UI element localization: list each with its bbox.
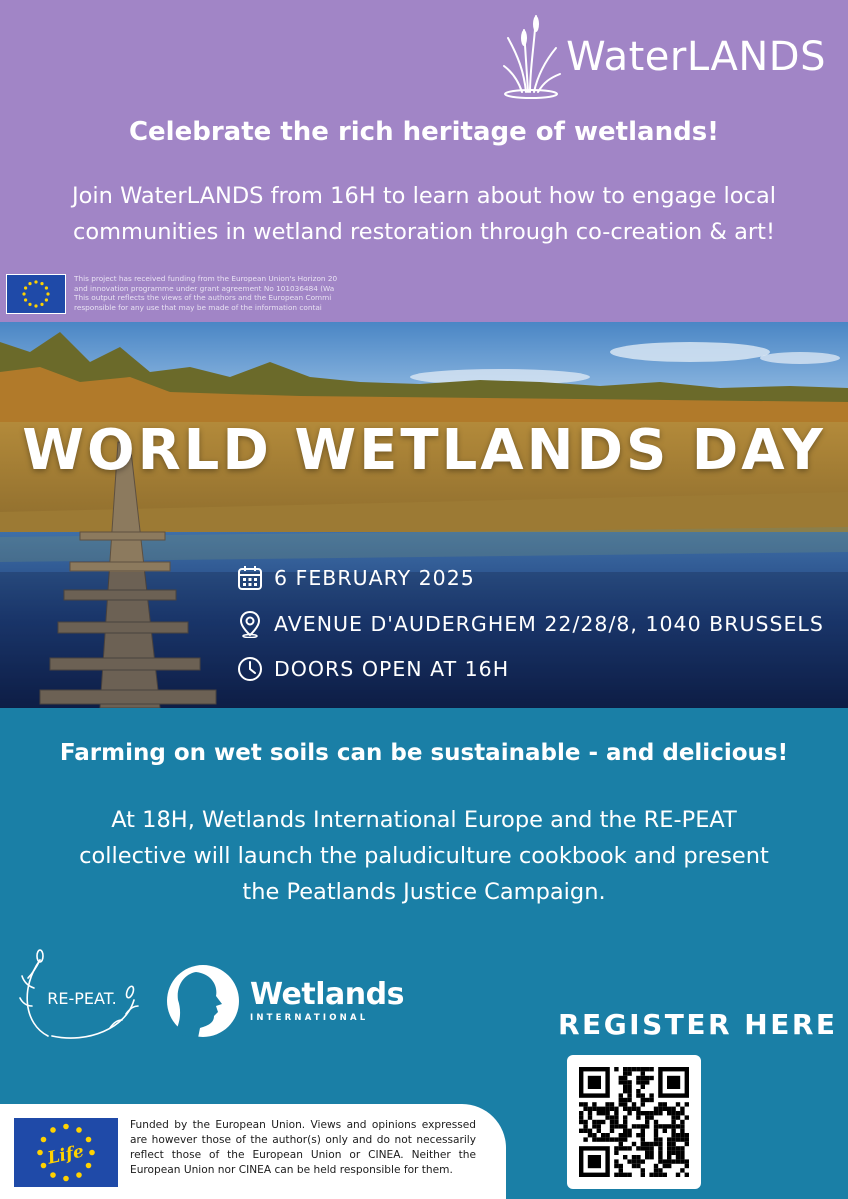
map-pin-icon bbox=[236, 610, 264, 638]
eu-star bbox=[50, 1172, 56, 1178]
farming-body: At 18H, Wetlands International Europe and the RE-PEAT collective will launch the paludiculture cookbook and present the Peatlands Justice Campaign. bbox=[79, 807, 769, 905]
headline: Celebrate the rich heritage of wetlands! bbox=[128, 117, 720, 147]
eu-funding-notice bbox=[6, 274, 370, 314]
wetlands-international-logo bbox=[166, 964, 404, 1038]
header-section bbox=[0, 0, 848, 322]
eu-star bbox=[50, 1127, 56, 1133]
eu-star bbox=[22, 292, 25, 295]
eu-life-flag-icon bbox=[14, 1118, 118, 1187]
event-location-text: AVENUE D'AUDERGHEM 22/28/8, 1040 BRUSSELS bbox=[274, 612, 824, 636]
reed-icon bbox=[500, 8, 564, 100]
event-location bbox=[236, 610, 824, 638]
intro-text: Join WaterLANDS from 16H to learn about how to engage local communities in wetland restoration through co-creation & art! bbox=[72, 183, 776, 245]
eu-star bbox=[24, 286, 27, 289]
eu-star bbox=[63, 1124, 69, 1130]
eu-star bbox=[34, 280, 37, 283]
eu-notice-line: This project has received funding from the European Union's Horizon 20 bbox=[74, 274, 338, 283]
event-doors bbox=[236, 655, 509, 683]
waterlands-logo bbox=[500, 8, 826, 100]
wetland-photo bbox=[0, 322, 848, 708]
eu-star bbox=[37, 1150, 43, 1156]
event-date-text: 6 FEBRUARY 2025 bbox=[274, 566, 475, 590]
eu-star bbox=[28, 282, 31, 285]
wetlands-name: Wetlands bbox=[250, 977, 404, 1012]
farming-headline: Farming on wet soils can be sustainable - and delicious! bbox=[59, 740, 789, 766]
eu-star bbox=[86, 1163, 92, 1169]
calendar-icon bbox=[236, 564, 264, 592]
eu-star bbox=[45, 286, 48, 289]
eu-notice-line: responsible for any use that may be made of the information contai bbox=[74, 302, 322, 312]
qr-code-icon bbox=[567, 1055, 701, 1189]
eu-star bbox=[34, 304, 37, 307]
eu-star bbox=[89, 1150, 95, 1156]
brand-name: WaterLANDS bbox=[566, 34, 826, 80]
eu-flag-icon bbox=[6, 274, 66, 314]
eu-star bbox=[45, 298, 48, 301]
repeat-logo bbox=[18, 948, 142, 1048]
eu-star bbox=[86, 1137, 92, 1143]
repeat-label: RE-PEAT. bbox=[47, 989, 117, 1008]
eu-star bbox=[24, 298, 27, 301]
eu-star bbox=[40, 282, 43, 285]
funding-text: Funded by the European Union. Views and opinions expressed are however those of the author(s) only and do not necessarily reflect those of the European Union or CINEA. Neither the European Union nor CINEA can be held responsible for them. bbox=[130, 1119, 476, 1176]
event-doors-text: DOORS OPEN AT 16H bbox=[274, 657, 510, 681]
life-label: Life bbox=[45, 1141, 86, 1169]
wetlands-face-icon bbox=[166, 964, 240, 1038]
wetlands-sub: INTERNATIONAL bbox=[250, 1013, 369, 1023]
eu-star bbox=[46, 292, 49, 295]
eu-star bbox=[40, 303, 43, 306]
eu-notice-line: and innovation programme under grant agreement No 101036484 (Wa bbox=[74, 283, 335, 293]
event-date bbox=[236, 564, 475, 592]
wetland-landscape-image bbox=[0, 322, 848, 708]
funding-box bbox=[0, 1104, 506, 1199]
eu-star bbox=[76, 1172, 82, 1178]
wetlands-international-text bbox=[250, 979, 404, 1023]
eu-notice-text bbox=[74, 274, 370, 314]
eu-notice-line: This output reflects the views of the authors and the European Commi bbox=[74, 293, 332, 302]
eu-star bbox=[41, 1163, 47, 1169]
repeat-wreath-icon bbox=[18, 948, 142, 1044]
clock-icon bbox=[236, 655, 264, 683]
register-label: REGISTER HERE bbox=[558, 1008, 838, 1041]
eu-star bbox=[63, 1176, 69, 1182]
eu-star bbox=[76, 1127, 82, 1133]
eu-star bbox=[41, 1137, 47, 1143]
register-qr-code[interactable] bbox=[567, 1055, 701, 1189]
event-title: WORLD WETLANDS DAY bbox=[22, 418, 826, 483]
eu-star bbox=[28, 303, 31, 306]
